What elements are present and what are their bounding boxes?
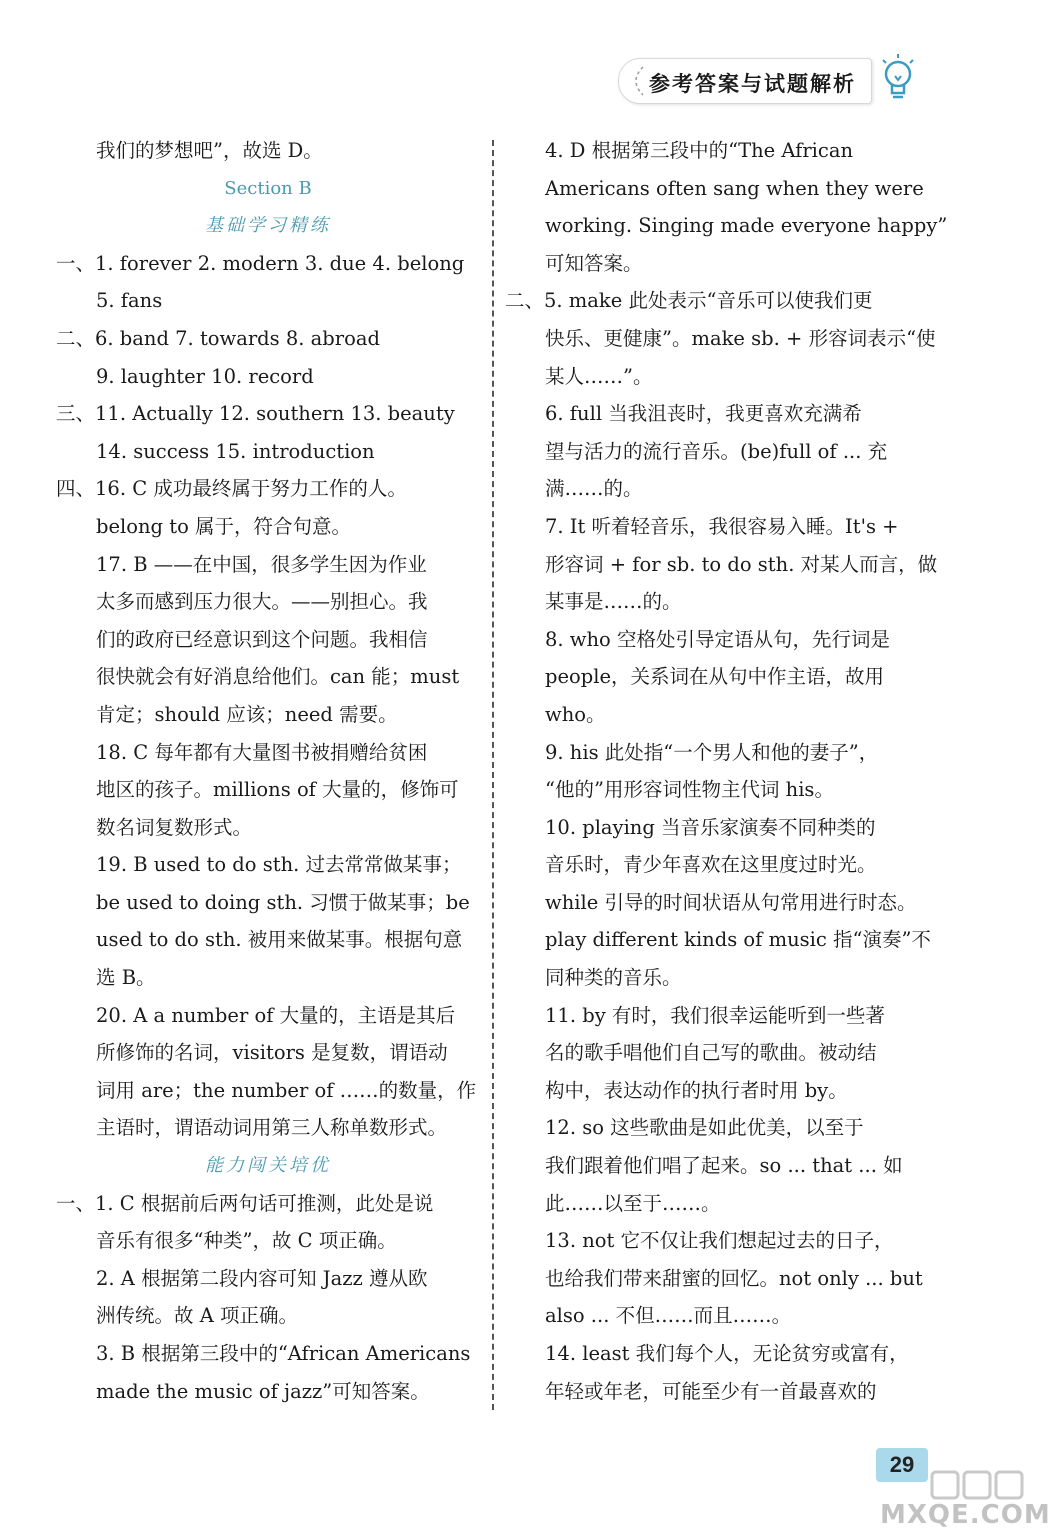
text-line: 5. fans (96, 289, 163, 313)
watermark-text: MXQE.COM (880, 1500, 1051, 1530)
text-line: 满……的。 (545, 477, 643, 501)
column-divider (492, 140, 494, 1410)
text-line: while 引导的时间状语从句常用进行时态。 (545, 890, 917, 914)
text-line: 某事是……的。 (545, 590, 682, 614)
text-line: 20. A a number of 大量的，主语是其后 (96, 1003, 456, 1027)
text-line: working. Singing made everyone happy” (545, 214, 948, 238)
text-line: 形容词 + for sb. to do sth. 对某人而言，做 (545, 552, 938, 576)
text-line: also ... 不但……而且……。 (545, 1304, 792, 1328)
text-line: 18. C 每年都有大量图书被捐赠给贫困 (96, 740, 428, 764)
lightbulb-icon (878, 52, 918, 104)
text-line: people，关系词在从句中作主语，故用 (545, 665, 885, 689)
text-line: play different kinds of music 指“演奏”不 (545, 928, 931, 952)
text-line: 2. A 根据第二段内容可知 Jazz 遵从欧 (96, 1266, 428, 1290)
text-line: used to do sth. 被用来做某事。根据句意 (96, 928, 463, 952)
text-line: 14. least 我们每个人，无论贫穷或富有， (545, 1342, 909, 1365)
text-line: 10. playing 当音乐家演奏不同种类的 (545, 815, 876, 839)
text-line: 12. so 这些歌曲是如此优美，以至于 (545, 1116, 864, 1140)
text-line: 音乐有很多“种类”，故 C 项正确。 (96, 1229, 397, 1253)
text-line: 8. who 空格处引导定语从句，先行词是 (545, 627, 890, 651)
header-banner (618, 58, 872, 104)
header-title: 参考答案与试题解析 (649, 72, 856, 96)
text-line: Americans often sang when they were (545, 176, 924, 200)
text-line: 二、6. band 7. towards 8. abroad (56, 326, 380, 350)
text-line: 很快就会有好消息给他们。can 能；must (96, 665, 460, 689)
text-line: 9. laughter 10. record (96, 364, 314, 388)
subsection-title: 能力闯关培优 (205, 1155, 331, 1177)
text-line: who。 (545, 702, 606, 726)
text-line: 们的政府已经意识到这个问题。我相信 (96, 627, 428, 651)
text-line: “他的”用形容词性物主代词 his。 (545, 778, 834, 802)
text-line: 数名词复数形式。 (96, 815, 253, 839)
text-line: made the music of jazz”可知答案。 (96, 1379, 430, 1403)
section-title: Section B (224, 177, 312, 199)
text-line: 望与活力的流行音乐。(be)full of ... 充 (545, 439, 888, 463)
text-line: 6. full 当我沮丧时，我更喜欢充满希 (545, 402, 862, 426)
text-line: 一、1. C 根据前后两句话可推测，此处是说 (56, 1191, 434, 1215)
text-line: 7. It 听着轻音乐，我很容易入睡。It's + (545, 514, 899, 538)
text-line: 19. B used to do sth. 过去常常做某事； (96, 853, 462, 877)
text-line: 词用 are；the number of ……的数量，作 (96, 1078, 477, 1102)
text-line: 某人……”。 (545, 364, 653, 388)
watermark-icon (870, 1468, 1030, 1502)
text-line: 可知答案。 (545, 251, 643, 275)
text-line: 选 B。 (96, 966, 156, 990)
text-line: be used to doing sth. 习惯于做某事；be (96, 890, 470, 914)
text-line: 9. his 此处指“一个男人和他的妻子”， (545, 740, 879, 764)
text-line: 洲传统。故 A 项正确。 (96, 1304, 298, 1328)
text-line: 三、11. Actually 12. southern 13. beauty (56, 402, 455, 426)
text-line: 我们跟着他们唱了起来。so ... that ... 如 (545, 1154, 903, 1178)
text-line: 11. by 有时，我们很幸运能听到一些著 (545, 1003, 885, 1027)
text-line: 13. not 它不仅让我们想起过去的日子， (545, 1229, 894, 1253)
text-line: 肯定；should 应该；need 需要。 (96, 702, 398, 726)
text-line: 17. B ——在中国，很多学生因为作业 (96, 552, 427, 576)
text-line: 4. D 根据第三段中的“The African (545, 139, 854, 162)
text-line: 构中，表达动作的执行者时用 by。 (545, 1078, 848, 1102)
text-line: 快乐、更健康”。make sb. + 形容词表示“使 (545, 326, 936, 350)
text-line: 所修饰的名词，visitors 是复数，谓语动 (96, 1041, 448, 1065)
watermark-logo (870, 1468, 1051, 1534)
text-line: 同种类的音乐。 (545, 966, 682, 990)
text-line: 我们的梦想吧”，故选 D。 (96, 139, 323, 162)
subsection-title: 基础学习精练 (205, 215, 331, 237)
text-line: 此……以至于……。 (545, 1191, 721, 1215)
text-line: 也给我们带来甜蜜的回忆。not only ... but (545, 1266, 923, 1290)
page-number: 29 (876, 1448, 928, 1482)
left-column (56, 132, 480, 1410)
text-line: 四、16. C 成功最终属于努力工作的人。 (56, 477, 407, 501)
text-line: 太多而感到压力很大。——别担心。我 (96, 590, 428, 614)
dashed-arc-icon (627, 65, 647, 97)
text-line: belong to 属于，符合句意。 (96, 514, 352, 538)
text-line: 年轻或年老，可能至少有一首最喜欢的 (545, 1379, 877, 1403)
text-line: 音乐时，青少年喜欢在这里度过时光。 (545, 853, 877, 877)
right-column (505, 132, 948, 1410)
text-line: 名的歌手唱他们自己写的歌曲。被动结 (545, 1041, 877, 1065)
text-line: 二、5. make 此处表示“音乐可以使我们更 (505, 289, 873, 313)
text-line: 主语时，谓语动词用第三人称单数形式。 (96, 1116, 448, 1140)
text-line: 一、1. forever 2. modern 3. due 4. belong (56, 251, 465, 275)
text-line: 14. success 15. introduction (96, 439, 375, 463)
text-line: 地区的孩子。millions of 大量的，修饰可 (96, 778, 459, 802)
text-line: 3. B 根据第三段中的“African Americans (96, 1342, 471, 1365)
